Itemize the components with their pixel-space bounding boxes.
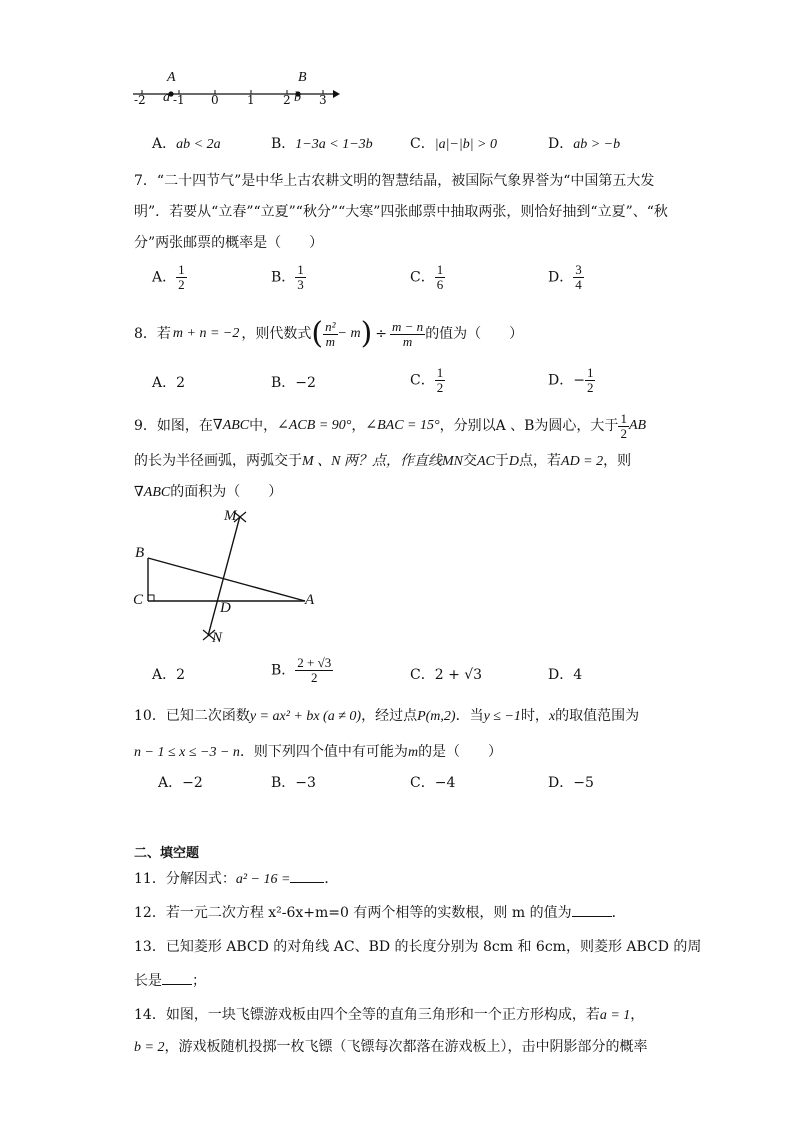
point-b-label: B <box>298 70 307 85</box>
q7-option-a[interactable]: A． $\frac{1}{2}$ <box>152 262 185 292</box>
label-a: A <box>305 592 315 608</box>
number-line-arrow <box>333 90 340 98</box>
label-c: C <box>133 592 144 608</box>
q11-question: 11．分解因式：a² − 16 = ． <box>134 871 339 887</box>
q14-text-line2: b = 2，游戏板随机投掷一枚飞镖（飞镖每次都落在游戏板上），击中阴影部分的概率 <box>134 1039 648 1055</box>
tick-label: 2 <box>283 93 291 107</box>
q8-option-c[interactable]: C． $\frac{1}{2}$ <box>410 365 444 395</box>
label-d: D <box>220 600 231 616</box>
q10-option-a[interactable]: A．−2 <box>158 775 203 791</box>
tick-label: 3 <box>319 93 327 107</box>
q6-option-b[interactable]: B．1−3a < 1−3b <box>271 136 373 152</box>
q9-text-line2: 的长为半径画弧，两弧交于M 、N 两？点，作直线MN交AC于D点，若AD = 2，则 <box>134 453 632 469</box>
q8-option-a[interactable]: A．2 <box>152 375 186 391</box>
q6-option-d[interactable]: D．ab > −b <box>548 136 621 152</box>
q7-text-line2: 明”．若要从“立春”“立夏”“秋分”“大寒”四张邮票中抽取两张，则恰好抽到“立夏”、“秋 <box>134 204 668 220</box>
q12-answer-blank[interactable] <box>572 904 612 917</box>
q6-option-a[interactable]: A．ab < 2a <box>152 136 221 152</box>
q10-option-d[interactable]: D．−5 <box>548 775 594 791</box>
q9-text-line3: ∇ABC的面积为（ ） <box>134 484 283 500</box>
q7-text-line3: 分”两张邮票的概率是（ ） <box>134 235 324 251</box>
q7-option-d[interactable]: D． $\frac{3}{4}$ <box>548 262 582 292</box>
q10-text-line2: n − 1 ≤ x ≤ −3 − n．则下列四个值中有可能为m的是（ ） <box>134 744 503 760</box>
right-angle-mark <box>148 595 154 601</box>
q10-option-c[interactable]: C．−4 <box>410 775 456 791</box>
q14-text-line1: 14．如图，一块飞镖游戏板由四个全等的直角三角形和一个正方形构成，若a = 1， <box>134 1007 645 1023</box>
q12-question: 12．若一元二次方程 x²-6x+m=0 有两个相等的实数根，则 m 的值为 ． <box>134 905 626 921</box>
q10-option-b[interactable]: B．−3 <box>271 775 316 791</box>
tick-label: 0 <box>211 93 219 107</box>
tick-label: 1 <box>247 93 255 107</box>
label-b: B <box>135 545 145 561</box>
q10-text-line1: 10．已知二次函数y = ax² + bx (a ≠ 0)，经过点P(m,2)．当y ≤ −1时，x的取值范围为 <box>134 708 640 724</box>
tick-label: -2 <box>134 93 146 107</box>
tick-label: -1 <box>173 93 185 107</box>
section-title: 二、填空题 <box>134 846 200 861</box>
point-a-label: A <box>167 70 176 85</box>
label-n: N <box>212 630 223 646</box>
q6-option-c[interactable]: C．|a|−|b| > 0 <box>410 136 498 152</box>
q8-option-d[interactable]: D．− $\frac{1}{2}$ <box>548 365 594 395</box>
q8-option-b[interactable]: B．−2 <box>271 375 316 391</box>
q11-answer-blank[interactable] <box>290 870 324 883</box>
q7-option-b[interactable]: B． $\frac{1}{3}$ <box>271 262 304 292</box>
q9-text-line1: 9．如图，在 ∇ABC 中， ∠ACB = 90° ， ∠BAC = 15° ，分别以A 、B为圆心，大于 $\frac{1}{2}$ AB <box>134 410 647 441</box>
number-line-figure <box>128 70 348 110</box>
q13-text-line1: 13．已知菱形 ABCD 的对角线 AC、BD 的长度分别为 8cm 和 6cm，则菱形 ABCD 的周 <box>134 939 702 955</box>
q7-text-line1: 7．“二十四节气”是中华上古农耕文明的智慧结晶，被国际气象界誉为“中国第五大发 <box>134 173 655 189</box>
point-a-var: a <box>163 90 170 105</box>
q9-option-d[interactable]: D．4 <box>548 667 583 683</box>
q9-option-b[interactable]: B． $\frac{2 + √3}{2}$ <box>271 655 332 685</box>
label-m: M <box>224 508 237 524</box>
q9-triangle-figure <box>130 508 330 648</box>
q9-option-c[interactable]: C．2 + √3 <box>410 667 483 683</box>
q8-question: 8．若 m + n = −2 ，则代数式 ( $\frac{\text{n²}}{m}$ − m ) ÷ $\frac{m - n}{m}$ 的值为（ ） <box>134 316 524 351</box>
q13-answer-blank[interactable] <box>162 972 192 985</box>
q13-text-line2: 长是 ； <box>134 973 206 989</box>
q7-option-c[interactable]: C． $\frac{1}{6}$ <box>410 262 444 292</box>
point-b-var: b <box>294 90 301 105</box>
q9-option-a[interactable]: A．2 <box>152 667 186 683</box>
